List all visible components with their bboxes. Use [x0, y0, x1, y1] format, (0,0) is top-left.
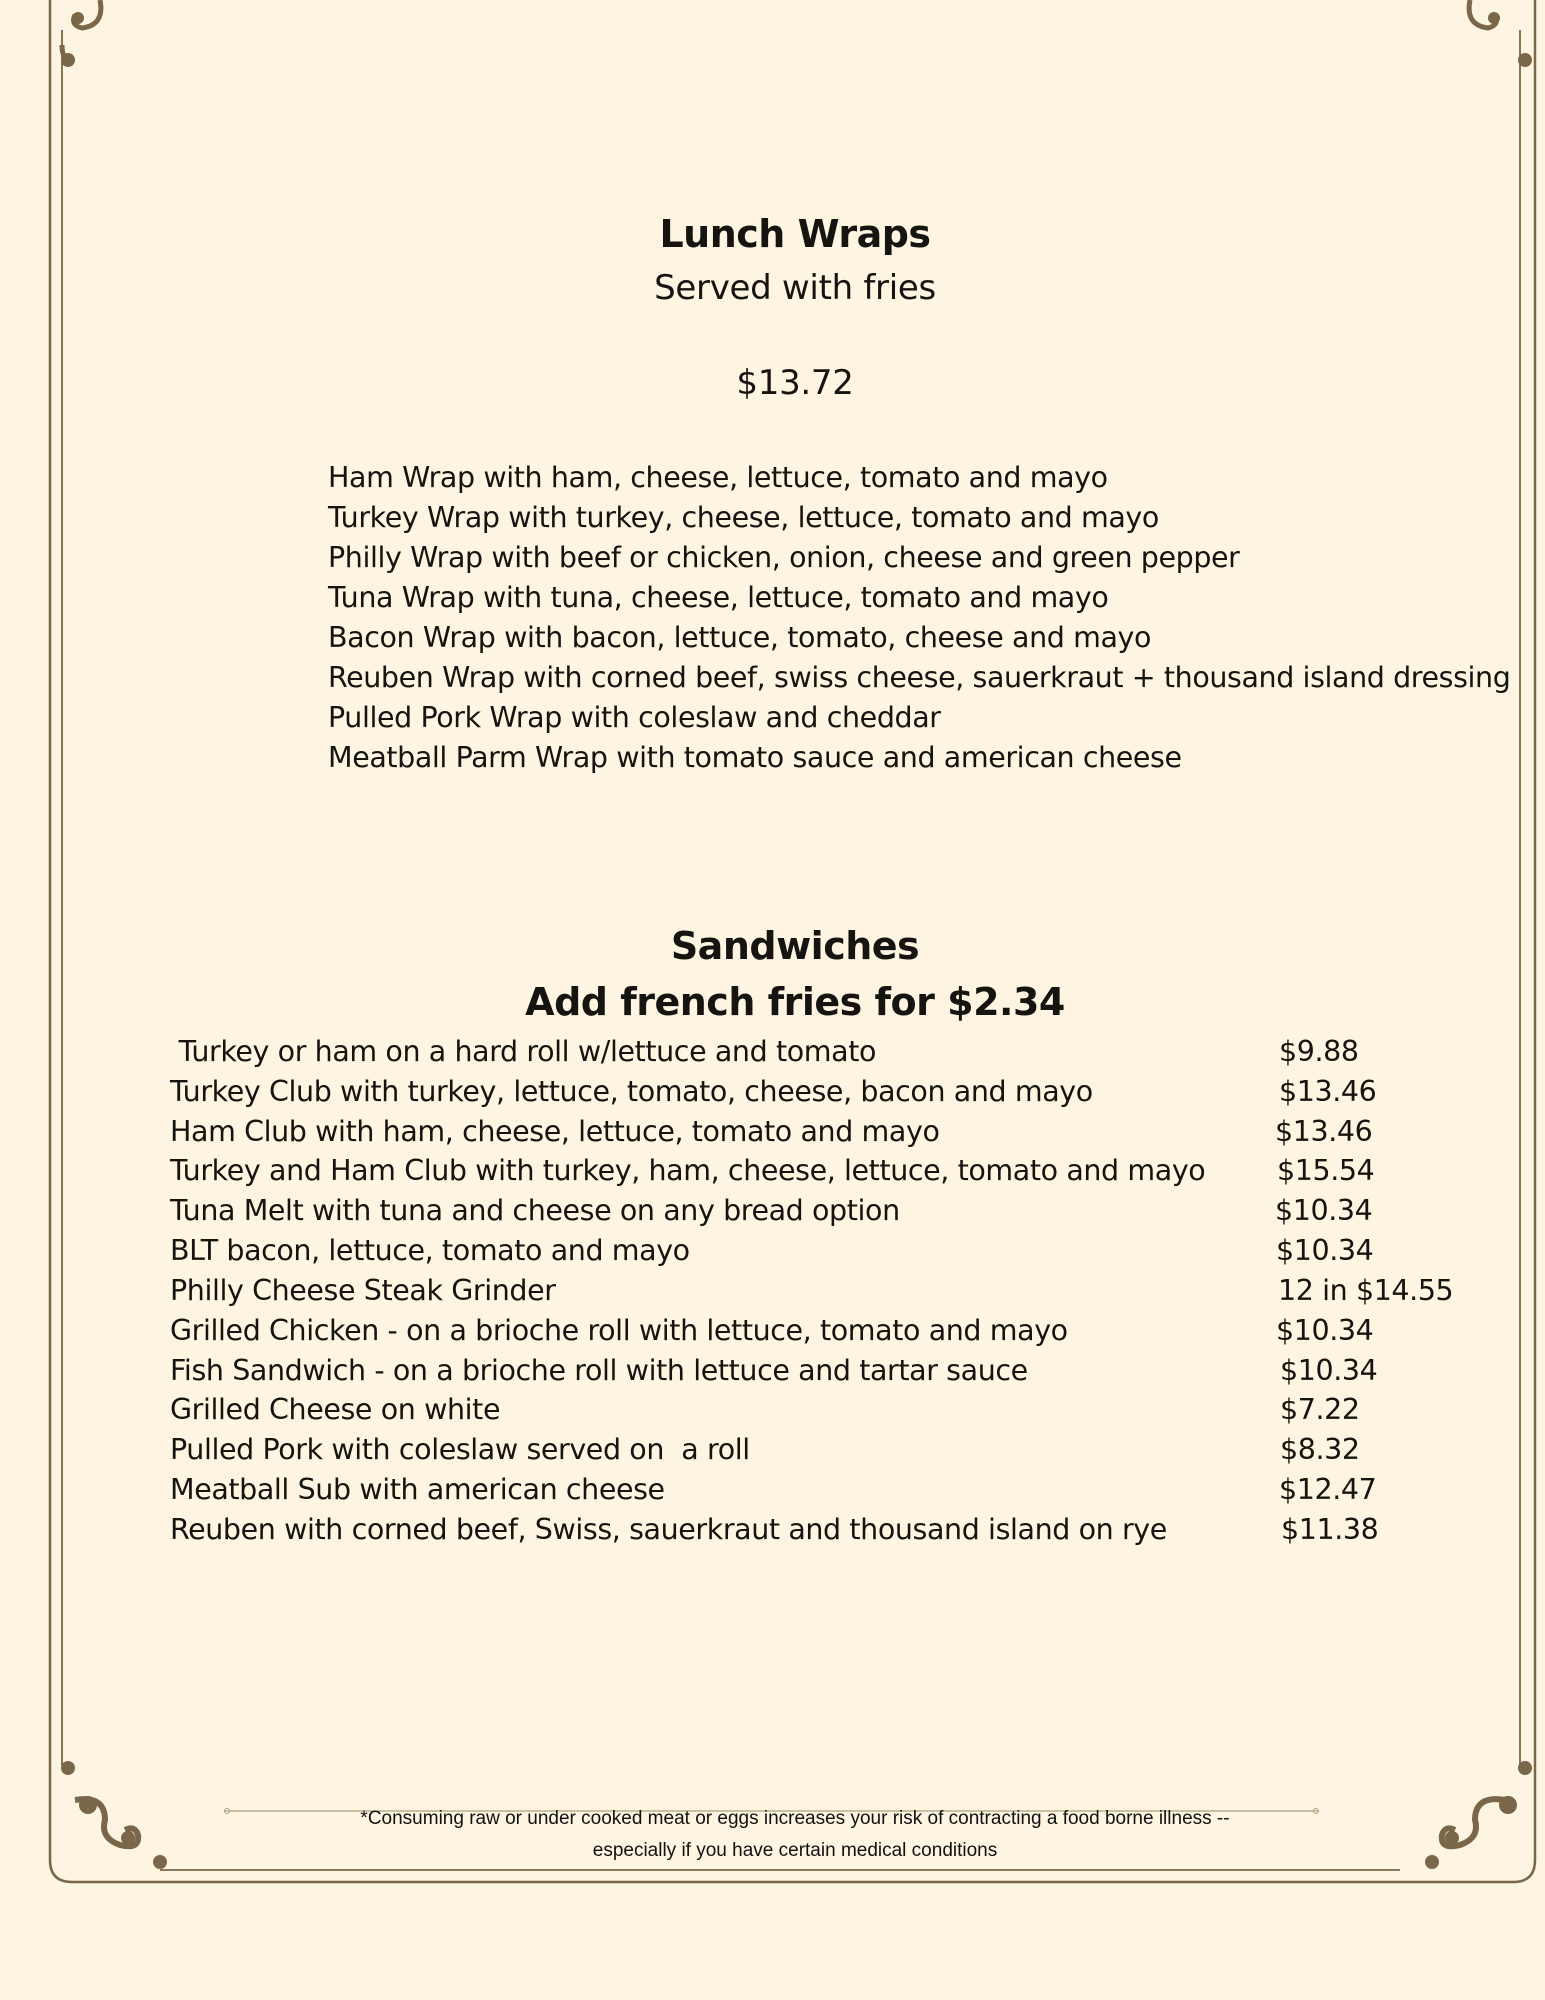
item-name: Tuna Melt with tuna and cheese on any bread option [170, 1194, 900, 1227]
item-name: Grilled Cheese on white [170, 1393, 501, 1426]
disclaimer-line-2: especially if you have certain medical conditions [592, 1840, 998, 1861]
item-name: BLT bacon, lettuce, tomato and mayo [170, 1234, 690, 1267]
item-name: Pulled Pork with coleslaw served on a roll [170, 1433, 750, 1466]
menu-row [0, 1112, 1545, 1152]
sandwiches-subtitle: Add french fries for $2.34 [525, 980, 1065, 1024]
item-price: $15.54 [1277, 1154, 1375, 1187]
menu-row [0, 1032, 1545, 1072]
item-name: Grilled Chicken - on a brioche roll with lettuce, tomato and mayo [170, 1314, 1068, 1347]
list-item: Turkey Wrap with turkey, cheese, lettuce, tomato and mayo [328, 501, 1159, 534]
item-name: Turkey or ham on a hard roll w/lettuce and tomato [170, 1035, 876, 1068]
menu-row [0, 1151, 1545, 1191]
disclaimer-line-1: *Consuming raw or under cooked meat or eggs increases your risk of contracting a food borne illness -- [360, 1808, 1230, 1829]
item-price: $10.34 [1276, 1314, 1374, 1347]
item-price: $9.88 [1279, 1035, 1359, 1068]
item-name: Reuben with corned beef, Swiss, sauerkraut and thousand island on rye [170, 1513, 1167, 1546]
item-price: $13.46 [1279, 1075, 1377, 1108]
item-name: Turkey and Ham Club with turkey, ham, cheese, lettuce, tomato and mayo [170, 1154, 1206, 1187]
item-name: Meatball Sub with american cheese [170, 1473, 665, 1506]
lunch-wraps-subtitle: Served with fries [654, 268, 936, 308]
list-item: Ham Wrap with ham, cheese, lettuce, tomato and mayo [328, 461, 1108, 494]
item-name: Turkey Club with turkey, lettuce, tomato, cheese, bacon and mayo [170, 1075, 1093, 1108]
item-name: Fish Sandwich - on a brioche roll with lettuce and tartar sauce [170, 1354, 1028, 1387]
list-item: Bacon Wrap with bacon, lettuce, tomato, cheese and mayo [328, 621, 1152, 654]
item-price: $7.22 [1280, 1393, 1360, 1426]
lunch-wraps-title: Lunch Wraps [659, 212, 931, 256]
menu-row [0, 1470, 1545, 1510]
menu-row [0, 1311, 1545, 1351]
item-name: Philly Cheese Steak Grinder [170, 1274, 556, 1307]
item-price: $12.47 [1279, 1473, 1377, 1506]
menu-row [0, 1191, 1545, 1231]
menu-row [0, 1351, 1545, 1391]
list-item: Reuben Wrap with corned beef, swiss cheese, sauerkraut + thousand island dressing [328, 661, 1511, 694]
item-price: $8.32 [1280, 1433, 1360, 1466]
menu-row [0, 1510, 1545, 1550]
menu-row [0, 1430, 1545, 1470]
item-price: $13.46 [1275, 1115, 1373, 1148]
top-left-flourish-icon [62, 0, 101, 58]
list-item: Philly Wrap with beef or chicken, onion, cheese and green pepper [328, 541, 1240, 574]
item-price: $10.34 [1275, 1194, 1373, 1227]
item-price: 12 in $14.55 [1278, 1274, 1454, 1307]
menu-row [0, 1271, 1545, 1311]
list-item: Tuna Wrap with tuna, cheese, lettuce, tomato and mayo [328, 581, 1109, 614]
item-name: Ham Club with ham, cheese, lettuce, tomato and mayo [170, 1115, 940, 1148]
list-item: Pulled Pork Wrap with coleslaw and cheddar [328, 701, 941, 734]
menu-row [0, 1072, 1545, 1112]
item-price: $11.38 [1281, 1513, 1379, 1546]
list-item: Meatball Parm Wrap with tomato sauce and american cheese [328, 741, 1182, 774]
top-right-flourish-icon [1469, 0, 1496, 28]
sandwiches-title: Sandwiches [670, 924, 920, 968]
lunch-wraps-list [328, 458, 1510, 778]
lunch-wraps-price: $13.72 [736, 363, 854, 403]
item-price: $10.34 [1280, 1354, 1378, 1387]
menu-row [0, 1231, 1545, 1271]
item-price: $10.34 [1276, 1234, 1374, 1267]
menu-row [0, 1390, 1545, 1430]
